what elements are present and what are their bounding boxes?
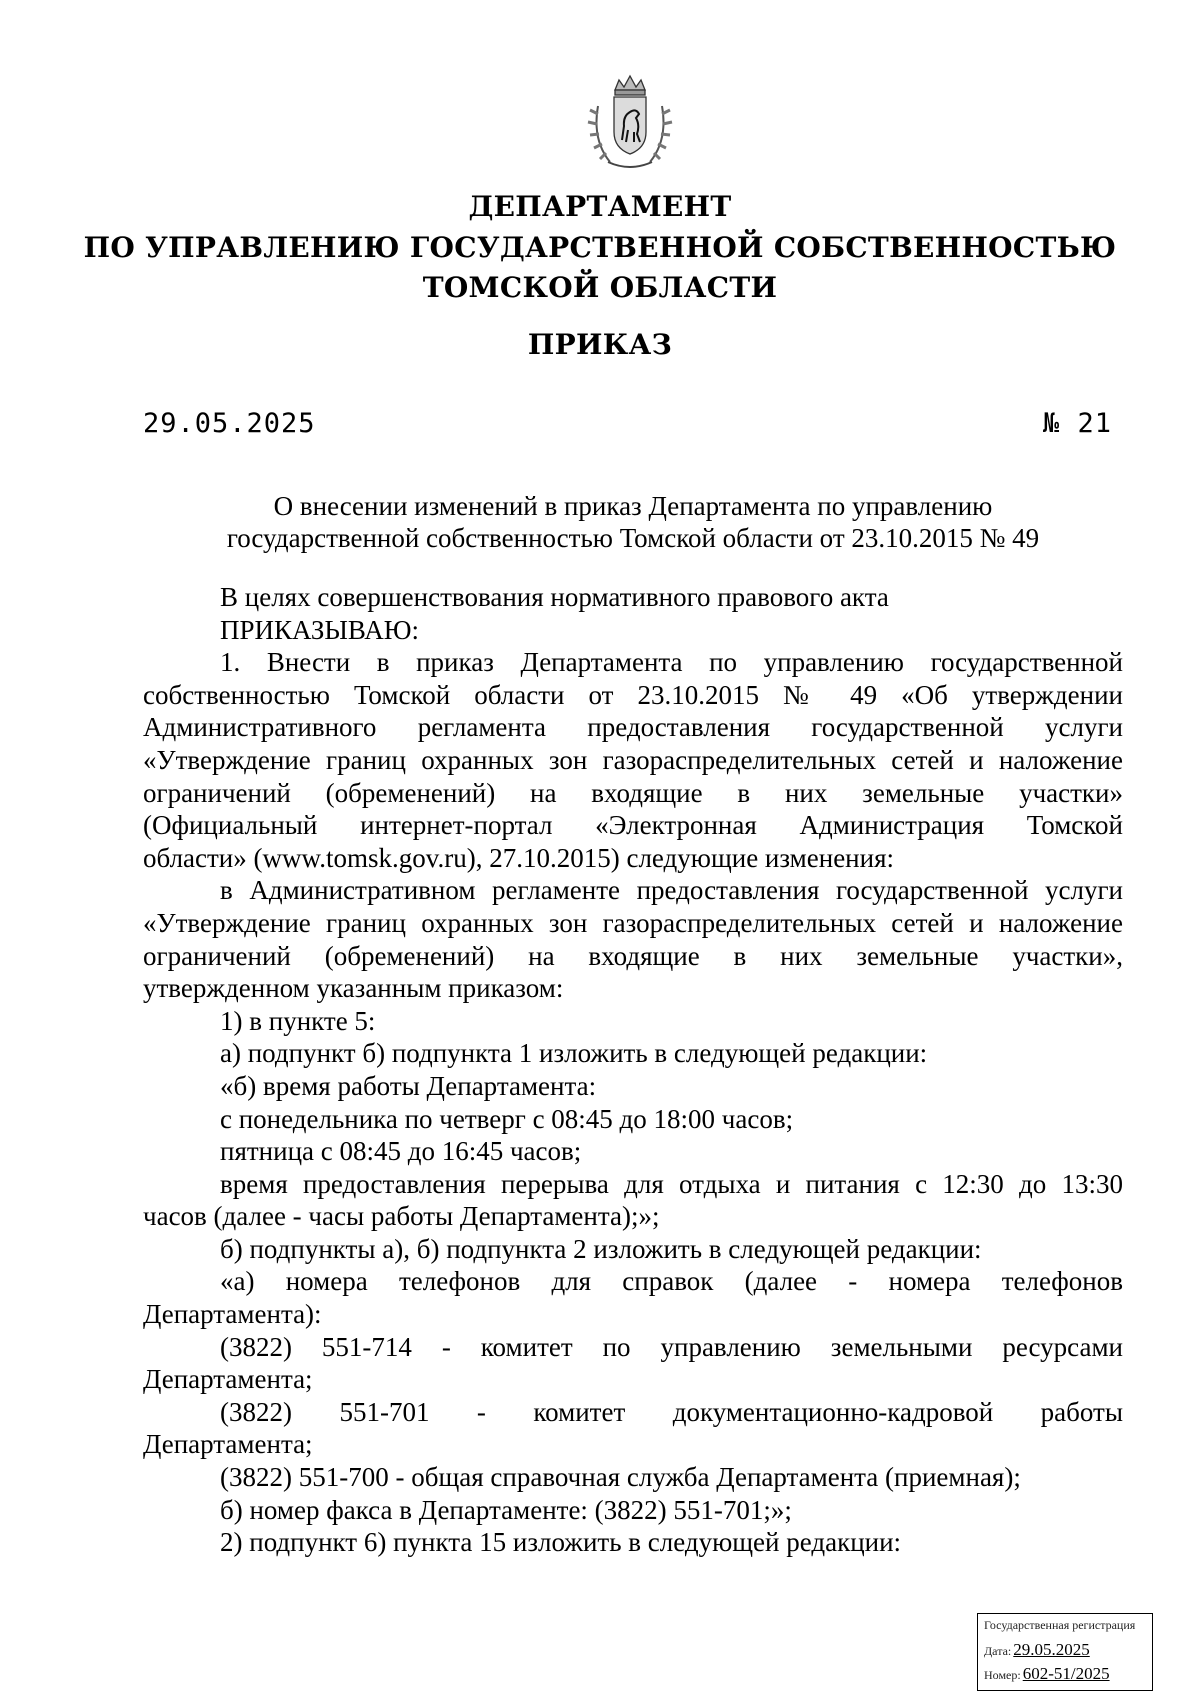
body-line: (3822) 551-714 - комитет по управлению земельными ресурсами	[220, 1331, 1123, 1362]
body-line: пятница с 08:45 до 16:45 часов;	[220, 1136, 582, 1167]
order-title-line: О внесении изменений в приказ Департамента по управлению	[273, 491, 993, 521]
body-line: 1. Внести в приказ Департамента по управлению государственной	[220, 647, 1123, 678]
body-line: (3822) 551-700 - общая справочная служба Департамента (приемная);	[220, 1462, 1021, 1493]
body-line: «б) время работы Департамента:	[220, 1070, 597, 1101]
body-line: 2) подпункт 6) пункта 15 изложить в следующей редакции:	[220, 1527, 902, 1558]
body-line: ограничений (обременений) на входящие в них земельные участки»,	[143, 940, 1123, 971]
body-line: время предоставления перерыва для отдыха и питания с 12:30 до 13:30	[220, 1168, 1123, 1199]
body-line: ПРИКАЗЫВАЮ:	[220, 614, 419, 645]
order-number: № 21	[1042, 408, 1112, 439]
body-line: с понедельника по четверг с 08:45 до 18:00 часов;	[220, 1103, 794, 1134]
order-title-line: государственной собственностью Томской области от 23.10.2015 № 49	[226, 523, 1040, 553]
registration-number: 602-51/2025	[1022, 1664, 1110, 1683]
document-type: ПРИКАЗ	[527, 328, 673, 361]
body-line: «а) номера телефонов для справок (далее - номера телефонов	[220, 1266, 1123, 1297]
body-line: часов (далее - часы работы Департамента);»;	[143, 1201, 660, 1232]
body-line: в Административном регламенте предоставления государственной услуги	[220, 875, 1123, 906]
body-line: утвержденном указанным приказом:	[143, 973, 564, 1004]
body-line: собственностью Томской области от 23.10.2015 № 49 «Об утверждении	[143, 679, 1123, 710]
body-line: «Утверждение границ охранных зон газораспределительных сетей и наложение	[143, 744, 1123, 775]
body-line: б) подпункты а), б) подпункта 2 изложить в следующей редакции:	[220, 1233, 982, 1264]
body-line: Административного регламента предоставления государственной услуги	[143, 712, 1123, 743]
body-line: (3822) 551-701 - комитет документационно-кадровой работы	[220, 1396, 1123, 1427]
body-line: Департамента):	[143, 1299, 322, 1330]
tomsk-coat-of-arms-icon	[574, 70, 686, 174]
department-name-line1: ДЕПАРТАМЕНТ	[468, 190, 732, 223]
body-line: В целях совершенствования нормативного правового акта	[220, 582, 889, 612]
order-date: 29.05.2025	[143, 408, 316, 439]
registration-label: Государственная регистрация	[984, 1618, 1136, 1632]
registration-stamp	[977, 1613, 1153, 1691]
registration-number-row	[984, 1664, 1110, 1684]
registration-number-label: Номер:	[984, 1668, 1021, 1682]
body-line: «Утверждение границ охранных зон газораспределительных сетей и наложение	[143, 907, 1123, 938]
body-line: Департамента;	[143, 1429, 313, 1460]
department-name-line3: ТОМСКОЙ ОБЛАСТИ	[422, 271, 778, 304]
body-line: а) подпункт б) подпункта 1 изложить в следующей редакции:	[220, 1038, 928, 1069]
body-line: Департамента;	[143, 1364, 313, 1395]
registration-date-label: Дата:	[984, 1644, 1012, 1658]
order-body	[143, 581, 1123, 1559]
department-name-line2: ПО УПРАВЛЕНИЮ ГОСУДАРСТВЕННОЙ СОБСТВЕННОСТЬЮ	[83, 231, 1117, 264]
registration-date: 29.05.2025	[1013, 1640, 1090, 1659]
body-line: ограничений (обременений) на входящие в них земельные участки»	[143, 777, 1123, 808]
order-title	[143, 490, 1123, 554]
registration-date-row	[984, 1640, 1090, 1660]
body-line: области» (www.tomsk.gov.ru), 27.10.2015) следующие изменения:	[143, 842, 894, 873]
body-line: б) номер факса в Департаменте: (3822) 551-701;»;	[220, 1494, 792, 1525]
body-line: 1) в пункте 5:	[220, 1005, 376, 1036]
body-line: (Официальный интернет-портал «Электронная Администрация Томской	[143, 810, 1123, 841]
